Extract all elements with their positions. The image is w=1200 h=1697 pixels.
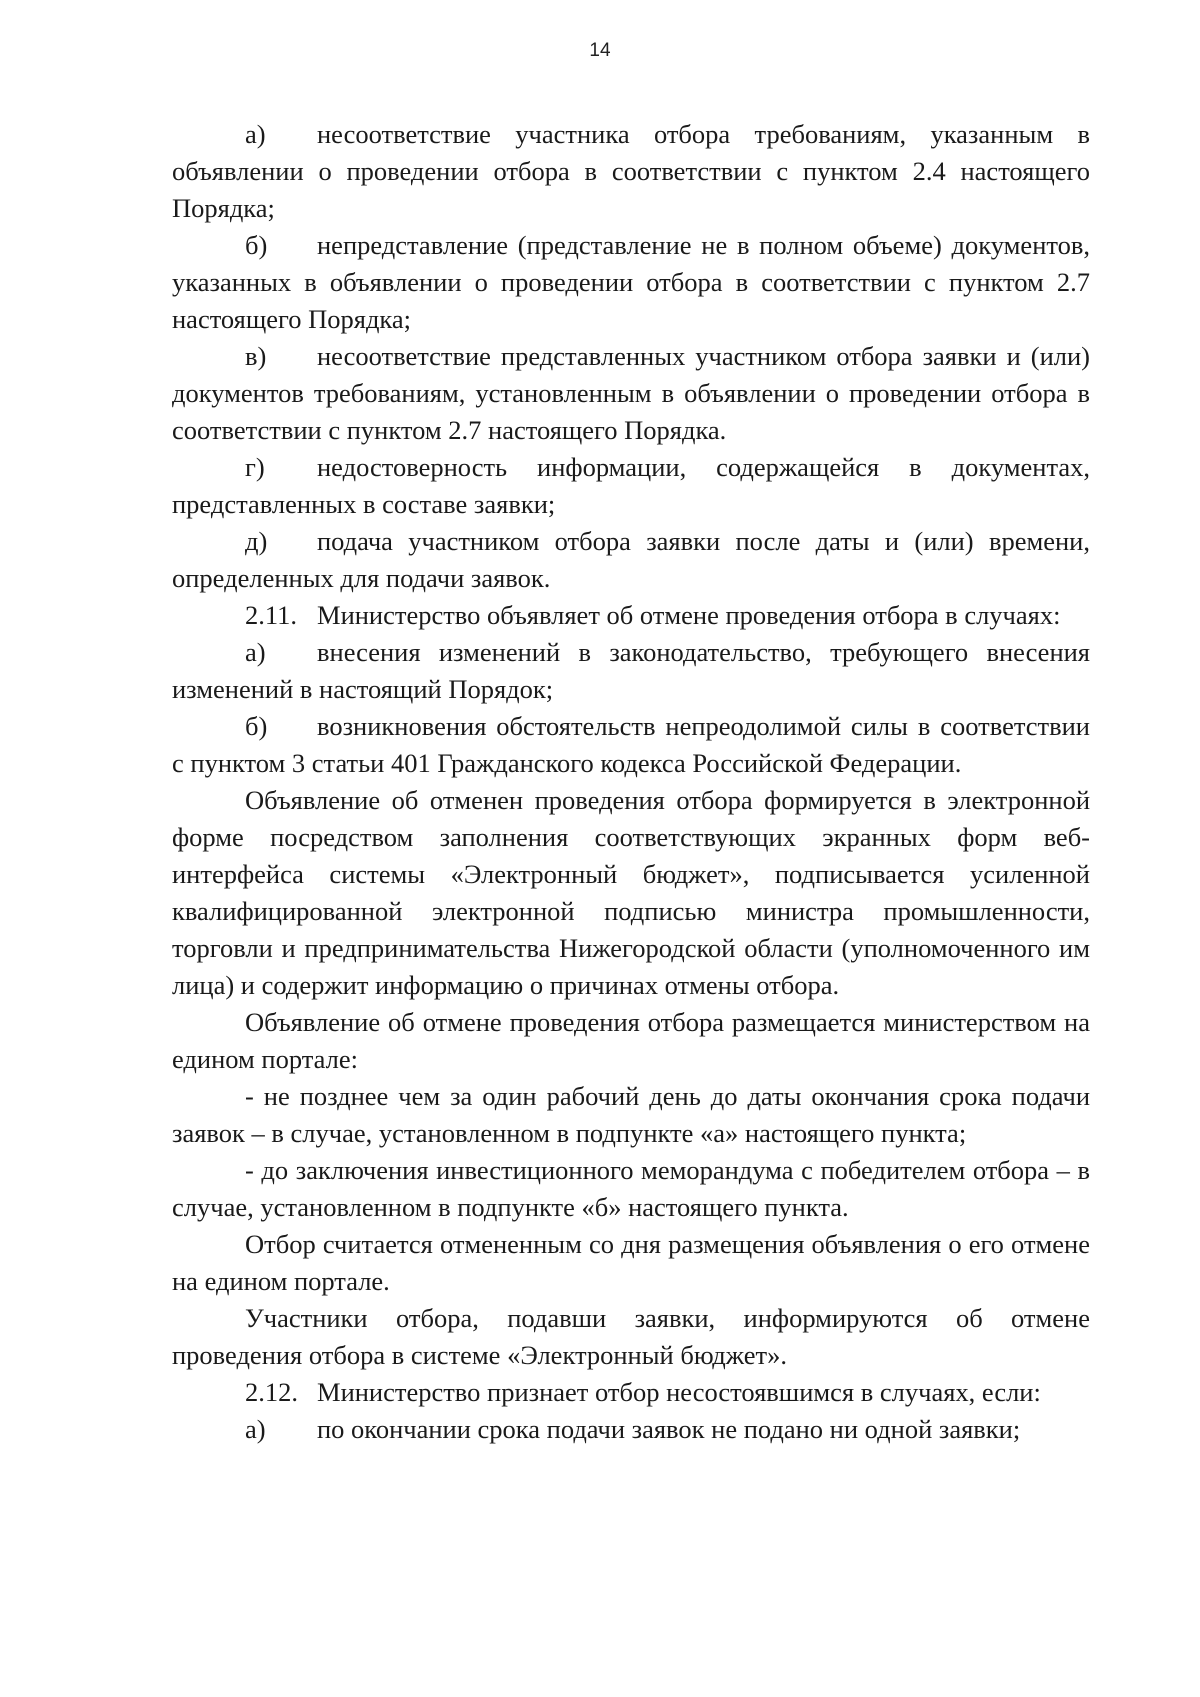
section-text: Министерство объявляет об отмене проведения отбора в случаях:	[317, 600, 1061, 630]
clause-a-2	[172, 634, 1090, 708]
section-2-12	[172, 1374, 1090, 1411]
section-2-11	[172, 597, 1090, 634]
clause-marker: а)	[245, 119, 266, 149]
clause-marker: б)	[245, 230, 268, 260]
page-number: 14	[589, 40, 611, 61]
paragraph-text: Участники отбора, подавши заявки, информируются об отмене проведения отбора в системе «Электронный бюджет».	[172, 1303, 1090, 1370]
clause-text: непредставление (представление не в полном объеме) документов, указанных в объявлении о проведении отбора в соответствии с пунктом 2.7 настоящего Порядка;	[172, 230, 1090, 334]
clause-b-1	[172, 227, 1090, 338]
section-number: 2.11.	[245, 600, 298, 630]
paragraph-text: Объявление об отмене проведения отбора размещается министерством на едином портале:	[172, 1007, 1090, 1074]
clause-marker: в)	[245, 341, 267, 371]
list-item-deadline	[172, 1078, 1090, 1152]
clause-d-1	[172, 523, 1090, 597]
clause-a-3	[172, 1411, 1090, 1448]
list-item-text: - до заключения инвестиционного меморандума с победителем отбора – в случае, установленном в подпункте «б» настоящего пункта.	[172, 1155, 1090, 1222]
clause-marker: а)	[245, 637, 266, 667]
clause-v-1	[172, 338, 1090, 449]
clause-text: внесения изменений в законодательство, требующего внесения изменений в настоящий Порядок;	[172, 637, 1090, 704]
paragraph-text: Отбор считается отмененным со дня размещения объявления о его отмене на едином портале.	[172, 1229, 1090, 1296]
paragraph-text: Объявление об отменен проведения отбора формируется в электронной форме посредством заполнения соответствующих экранных форм веб-интерфейса системы «Электронный бюджет», подписывается усиленной квалифицированной электронной подписью министра промышленности, торговли и предпринимательства Нижегородской области (уполномоченного им лица) и содержит информацию о причинах отмены отбора.	[172, 785, 1090, 1000]
clause-b-2	[172, 708, 1090, 782]
clause-marker: г)	[245, 452, 265, 482]
paragraph-announcement-placement	[172, 1004, 1090, 1078]
clause-text: несоответствие участника отбора требованиям, указанным в объявлении о проведении отбора в соответствии с пунктом 2.4 настоящего Порядка;	[172, 119, 1090, 223]
paragraph-cancelled-date	[172, 1226, 1090, 1300]
paragraph-announcement-form	[172, 782, 1090, 1004]
paragraph-participants-informed	[172, 1300, 1090, 1374]
clause-text: несоответствие представленных участником отбора заявки и (или) документов требованиям, установленным в объявлении о проведении отбора в соответствии с пунктом 2.7 настоящего Порядка.	[172, 341, 1090, 445]
list-item-text: - не позднее чем за один рабочий день до даты окончания срока подачи заявок – в случае, установленном в подпункте «а» настоящего пункта;	[172, 1081, 1090, 1148]
clause-marker: б)	[245, 711, 268, 741]
clause-text: по окончании срока подачи заявок не подано ни одной заявки;	[317, 1414, 1021, 1444]
section-number: 2.12.	[245, 1377, 298, 1407]
clause-text: подача участником отбора заявки после даты и (или) времени, определенных для подачи заявок.	[172, 526, 1090, 593]
clause-a-1	[172, 116, 1090, 227]
clause-text: недостоверность информации, содержащейся в документах, представленных в составе заявки;	[172, 452, 1090, 519]
clause-marker: д)	[245, 526, 268, 556]
section-text: Министерство признает отбор несостоявшимся в случаях, если:	[317, 1377, 1041, 1407]
document-body	[172, 116, 1090, 1448]
clause-g-1	[172, 449, 1090, 523]
clause-marker: а)	[245, 1414, 266, 1444]
clause-text: возникновения обстоятельств непреодолимой силы в соответствии с пунктом 3 статьи 401 Гражданского кодекса Российской Федерации.	[172, 711, 1090, 778]
list-item-memorandum	[172, 1152, 1090, 1226]
